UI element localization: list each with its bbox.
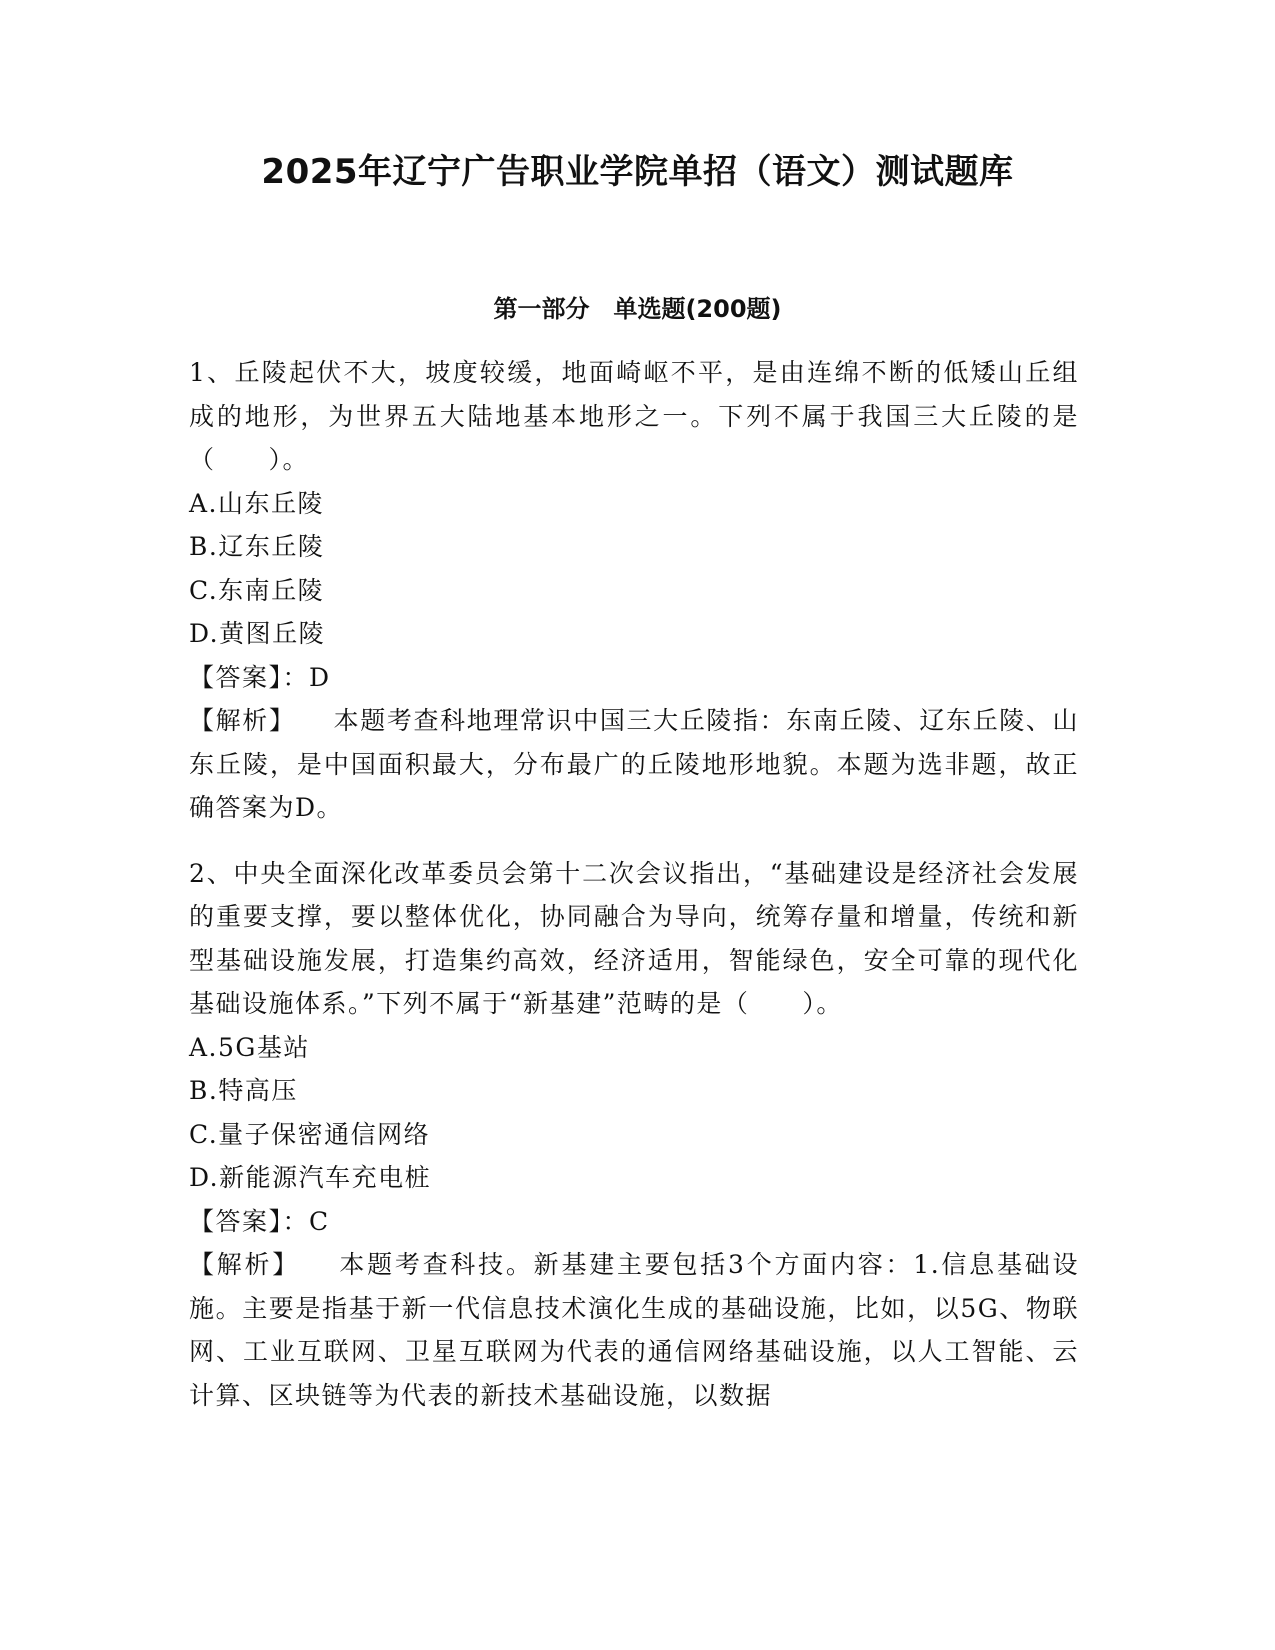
analysis-text: 本题考查科地理常识中国三大丘陵指：东南丘陵、辽东丘陵、山东丘陵，是中国面积最大，分布最广的丘陵地形地貌。本题为选非题，故正确答案为D。	[189, 706, 1079, 822]
answer-value: ：D	[282, 662, 331, 692]
analysis-paragraph	[189, 1243, 1079, 1417]
option-b: B.辽东丘陵	[189, 532, 325, 561]
option-d: D.新能源汽车充电桩	[189, 1163, 432, 1192]
answer-value: ：C	[282, 1206, 330, 1236]
option-c: C.量子保密通信网络	[189, 1119, 431, 1149]
question-1	[189, 351, 1079, 830]
option-b: B.特高压	[189, 1076, 298, 1105]
document-body	[189, 351, 1079, 1417]
answer-label: 【答案】	[189, 662, 283, 692]
answer-line	[189, 656, 1079, 700]
option-c: C.东南丘陵	[189, 575, 325, 605]
analysis-paragraph	[189, 699, 1079, 830]
answer-label: 【答案】	[189, 1206, 283, 1236]
analysis-text: 本题考查科技。新基建主要包括3个方面内容：1.信息基础设施。主要是指基于新一代信息技术演化生成的基础设施，比如，以5G、物联网、工业互联网、卫星互联网为代表的通信网络基础设施，以人工智能、云计算、区块链等为代表的新技术基础设施，以数据	[189, 1250, 1079, 1410]
option-a: A.5G基站	[189, 1032, 310, 1062]
document-title: 2025年辽宁广告职业学院单招（语文）测试题库	[261, 152, 1014, 192]
option-a: A.山东丘陵	[189, 488, 325, 518]
analysis-label: 【解析】	[189, 1250, 301, 1279]
question-2	[189, 852, 1079, 1418]
answer-line	[189, 1200, 1079, 1244]
section-heading: 第一部分 单选题(200题)	[493, 295, 782, 323]
analysis-label: 【解析】	[189, 706, 296, 735]
question-stem: 2、中央全面深化改革委员会第十二次会议指出，“基础建设是经济社会发展的重要支撑，要以整体优化，协同融合为导向，统筹存量和增量，传统和新型基础设施发展，打造集约高效，经济适用，智能绿色，安全可靠的现代化基础设施体系。”下列不属于“新基建”范畴的是（ ）。	[189, 858, 1079, 1018]
question-stem: 1、丘陵起伏不大，坡度较缓，地面崎岖不平，是由连绵不断的低矮山丘组成的地形，为世界五大陆地基本地形之一。下列不属于我国三大丘陵的是（ ）。	[189, 358, 1079, 474]
option-d: D.黄图丘陵	[189, 619, 326, 648]
